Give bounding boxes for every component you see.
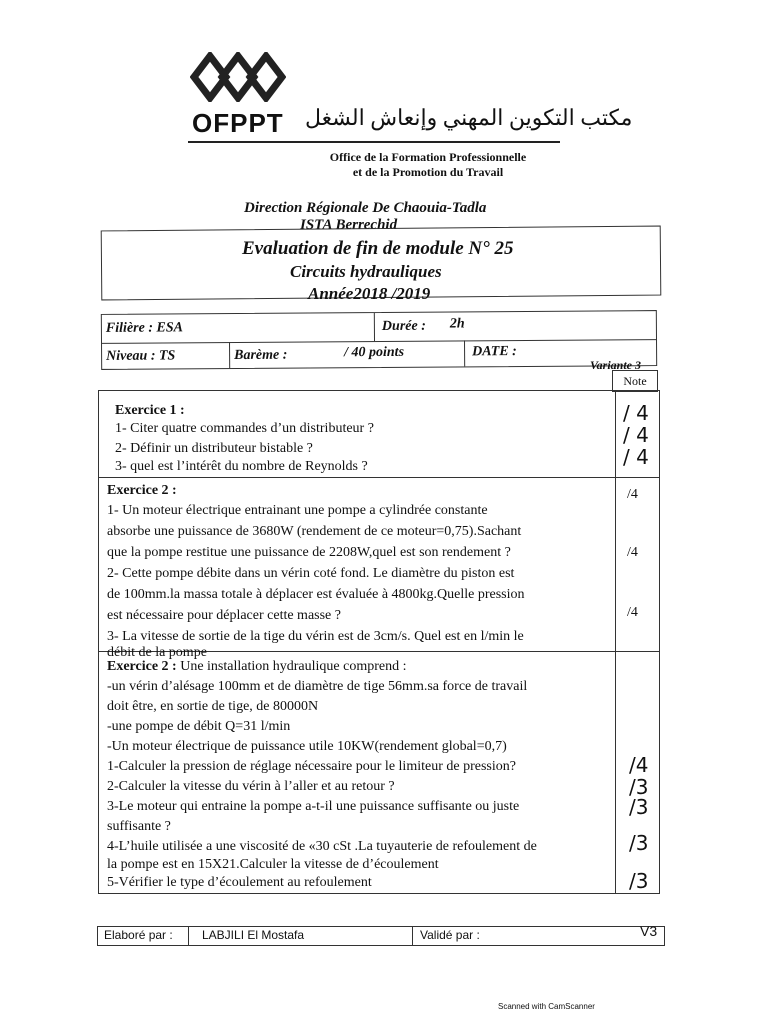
exercise-3-line: -une pompe de débit Q=31 l/min xyxy=(107,719,291,734)
exercise-3-line: 4-L’huile utilisée a une viscosité de «30 cSt .La tuyauterie de refoulement de xyxy=(107,839,537,854)
info-row-divider xyxy=(102,339,656,344)
exercise-1-q2: 2- Définir un distributeur bistable ? xyxy=(115,441,313,456)
exercise-3-line: 1-Calculer la pression de réglage nécessaire pour le limiteur de pression? xyxy=(107,759,516,774)
exercise-2-line: est nécessaire pour déplacer cette masse ? xyxy=(107,608,341,623)
ista-name: ISTA Berrechid xyxy=(300,217,398,233)
exercise-3-line: doit être, en sortie de tige, de 80000N xyxy=(107,699,319,714)
exercise-2-line: débit de la pompe xyxy=(107,645,207,660)
exercise-1-q1: 1- Citer quatre commandes d’un distributeur ? xyxy=(115,421,374,436)
exercise-3-line: -Un moteur électrique de puissance utile 10KW(rendement global=0,7) xyxy=(107,739,507,754)
version: V3 xyxy=(640,923,658,939)
note-header: Note xyxy=(612,370,658,392)
filiere: Filière : ESA xyxy=(105,320,183,336)
exercise-1-title: Exercice 1 : xyxy=(115,403,185,418)
exercise-3-line: suffisante ? xyxy=(107,819,171,834)
direction-regionale: Direction Régionale De Chaouia-Tadla xyxy=(244,200,487,216)
arabic-name: مكتب التكوين المهني وإنعاش الشغل xyxy=(305,105,633,130)
info-divider xyxy=(374,313,375,341)
exercise-3-line: la pompe est en 15X21.Calculer la vitesse de d’écoulement xyxy=(107,857,439,872)
footer-table xyxy=(97,923,665,946)
exercise-3-title-line xyxy=(107,659,407,675)
date-label: DATE : xyxy=(472,344,517,360)
duree-label: Durée : xyxy=(381,318,426,334)
exercise-2-line: 3- La vitesse de sortie de la tige du vérin est de 3cm/s. Quel est en l/min le xyxy=(107,629,524,644)
exercise-2-line: 2- Cette pompe débite dans un vérin coté fond. Le diamètre du piston est xyxy=(107,566,515,581)
exercise-2-title: Exercice 2 : xyxy=(107,483,177,498)
exercise-1-mark-1: / 4 xyxy=(623,401,649,425)
exercise-2-line: absorbe une puissance de 3680W (rendement de ce moteur=0,75).Sachant xyxy=(107,524,522,539)
exercise-1-mark-2: / 4 xyxy=(623,423,649,447)
ofppt-logo-icon xyxy=(190,52,286,102)
office-line-2: et de la Promotion du Travail xyxy=(352,165,504,179)
bareme-value: / 40 points xyxy=(344,344,405,361)
questions-table xyxy=(98,390,660,894)
exercise-2-points-3: /4 xyxy=(627,605,638,620)
variante: Variante 3 xyxy=(590,358,642,372)
scanned-with-camscanner: Scanned with CamScanner xyxy=(498,1002,595,1011)
exercise-2-line: que la pompe restitue une puissance de 2208W,quel est son rendement ? xyxy=(107,545,511,560)
info-table xyxy=(101,310,657,370)
exercise-2-points-2: /4 xyxy=(627,545,638,560)
exercise-3-mark-2: /3 xyxy=(629,775,649,799)
exercise-1-mark-3: / 4 xyxy=(623,445,649,469)
exam-subject: Circuits hydrauliques xyxy=(290,262,442,281)
info-divider xyxy=(464,340,465,366)
note-column-divider xyxy=(615,391,616,893)
exercise-2-line: de 100mm.la massa totale à déplacer est évaluée à 4800kg.Quelle pression xyxy=(107,587,525,602)
info-divider xyxy=(229,342,230,368)
duree-value: 2h xyxy=(449,316,465,332)
exercise-3-title-rest: Une installation hydraulique comprend : xyxy=(176,659,407,674)
valide-label: Validé par : xyxy=(420,928,480,942)
exercise-1-q3: 3- quel est l’intérêt du nombre de Reynolds ? xyxy=(115,459,368,474)
niveau: Niveau : TS xyxy=(106,348,176,364)
office-name xyxy=(308,150,548,180)
exercise-2-line: 1- Un moteur électrique entrainant une pompe a cylindrée constante xyxy=(107,503,488,518)
section-divider xyxy=(99,477,659,478)
exercise-3-mark-4: /3 xyxy=(629,831,649,855)
elabore-label: Elaboré par : xyxy=(104,928,173,942)
bareme-label: Barème : xyxy=(234,347,288,364)
exam-year: Année2018 /2019 xyxy=(308,284,431,303)
logo-text: OFPPT xyxy=(192,108,284,138)
footer-divider xyxy=(188,927,189,945)
exercise-3-title: Exercice 2 : xyxy=(107,659,177,674)
elabore-value: LABJILI El Mostafa xyxy=(202,928,305,942)
exercise-3-line: 2-Calculer la vitesse du vérin à l’aller et au retour ? xyxy=(107,779,395,794)
exercise-3-mark-5: /3 xyxy=(629,869,649,893)
exercise-3-mark-1: /4 xyxy=(629,753,649,777)
office-line-1: Office de la Formation Professionnelle xyxy=(329,150,527,164)
exercise-3-mark-3: /3 xyxy=(629,795,649,819)
exercise-3-line: -un vérin d’alésage 100mm et de diamètre de tige 56mm.sa force de travail xyxy=(107,679,528,694)
exercise-2-points-1: /4 xyxy=(627,487,638,502)
header-divider xyxy=(188,141,560,143)
footer-divider xyxy=(412,927,413,945)
exam-title: Evaluation de fin de module N° 25 xyxy=(242,238,514,259)
exercise-3-line: 3-Le moteur qui entraine la pompe a-t-il une puissance suffisante ou juste xyxy=(107,799,520,814)
exercise-3-line: 5-Vérifier le type d’écoulement au refoulement xyxy=(107,875,372,890)
